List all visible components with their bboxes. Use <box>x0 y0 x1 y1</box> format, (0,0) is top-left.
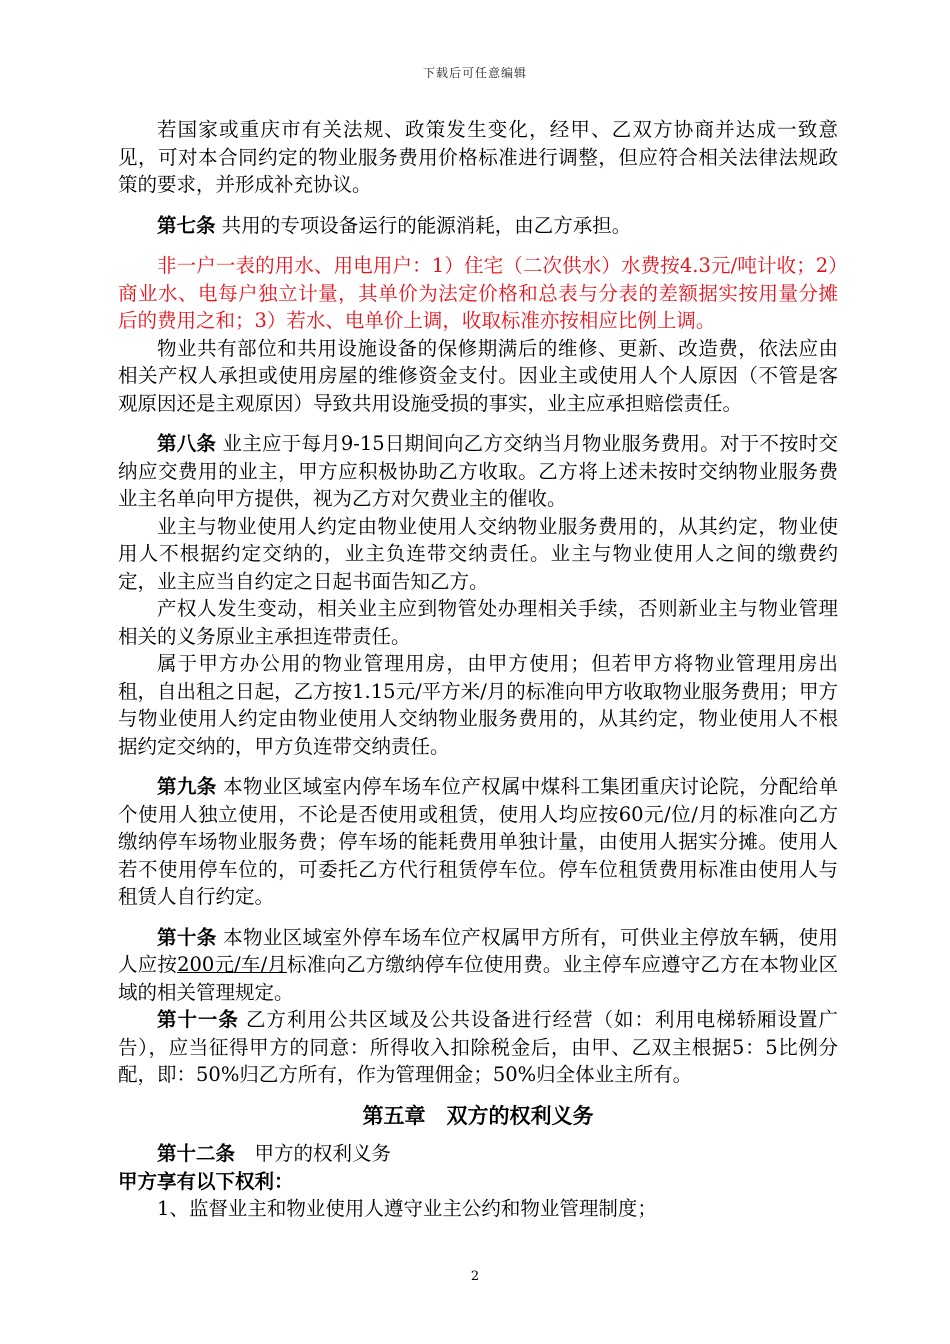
article-10-text-pre: 本物业区域室外停车场车位产权属甲方所有，可供业主停放车辆，使用人应按 <box>118 925 838 976</box>
document-body <box>118 116 838 1223</box>
paragraph-repair-costs: 物业共有部位和共用设施设备的保修期满后的维修、更新、改造费，依法应由相关产权人承担或使用房屋的维修资金支付。因业主或使用人个人原因（不管是客观原因还是主观原因）导致共用设施受损的事实，业主应承担赔偿责任。 <box>118 336 838 415</box>
article-8-paragraph-2: 业主与物业使用人约定由物业使用人交纳物业服务费用的，从其约定，物业使用人不根据约定交纳的，业主负连带交纳责任。业主与物业使用人之间的缴费约定，业主应当自约定之日起书面告知乙方。 <box>118 514 838 593</box>
article-8-title: 第八条 <box>157 432 217 455</box>
parking-fee-underlined: 200元/车/月 <box>177 953 288 976</box>
rights-heading: 甲方享有以下权利： <box>118 1169 294 1193</box>
article-11-title: 第十一条 <box>157 1008 239 1031</box>
article-11 <box>118 1006 838 1089</box>
page-header-note: 下载后可任意编辑 <box>422 66 527 80</box>
article-11-text: 乙方利用公共区域及公共设备进行经营（如：利用电梯轿厢设置广告），应当征得甲方的同意：所得收入扣除税金后，由甲、乙双主根据5：5比例分配，即：50%归乙方所有，作为管理佣金；50%归全体业主所有。 <box>118 1008 838 1086</box>
article-9 <box>118 773 838 911</box>
paragraph-price-adjustment: 若国家或重庆市有关法规、政策发生变化，经甲、乙双方协商并达成一致意见，可对本合同约定的物业服务费用价格标准进行调整，但应符合相关法律法规政策的要求，并形成补充协议。 <box>118 118 838 196</box>
article-12-text: 甲方的权利义务 <box>235 1142 392 1165</box>
rights-item-1: 1、监督业主和物业使用人遵守业主公约和物业管理制度； <box>157 1197 657 1220</box>
article-10-title: 第十条 <box>157 925 217 949</box>
article-8 <box>118 430 838 513</box>
article-12-title: 第十二条 <box>157 1142 236 1165</box>
article-9-text: 本物业区域室内停车场车位产权属中煤科工集团重庆讨论院，分配给单个使用人独立使用，不论是否使用或租赁，使用人均应按60元/位/月的标准向乙方缴纳停车场物业服务费；停车场的能耗费用单独计量，由使用人据实分摊。使用人若不使用停车位的，可委托乙方代行租赁停车位。停车位租赁费用标准由使用人与租赁人自行约定。 <box>118 775 838 908</box>
article-10-text-post: 标准向乙方缴纳停车位使用费。业主停车应遵守乙方在本物业区域的相关管理规定。 <box>118 953 838 1004</box>
article-9-title: 第九条 <box>157 775 217 798</box>
article-7-text: 共用的专项设备运行的能源消耗，由乙方承担。 <box>215 213 632 237</box>
paragraph-utility-fees: 非一户一表的用水、用电用户：1）住宅（二次供水）水费按4.3元/吨计收；2）商业水、电每户独立计量，其单价为法定价格和总表与分表的差额据实按用量分摊后的费用之和；3）若水、电单价上调，收取标准亦按相应比例上调。 <box>118 254 838 332</box>
article-7 <box>118 212 838 240</box>
article-8-paragraph-3: 产权人发生变动，相关业主应到物管处办理相关手续，否则新业主与物业管理相关的义务原业主承担连带责任。 <box>118 597 838 648</box>
article-8-paragraph-4: 属于甲方办公用的物业管理用房，由甲方使用；但若甲方将物业管理用房出租，自出租之日起，乙方按1.15元/平方米/月的标准向甲方收取物业服务费用；甲方与物业使用人约定由物业使用人交纳物业服务费用的，从其约定，物业使用人不根据约定交纳的，甲方负连带交纳责任。 <box>118 652 838 758</box>
article-8-text: 业主应于每月9-15日期间向乙方交纳当月物业服务费用。对于不按时交纳应交费用的业主，甲方应积极协助乙方收取。乙方将上述未按时交纳物业服务费业主名单向甲方提供，视为乙方对欠费业主的催收。 <box>118 432 838 510</box>
article-10 <box>118 924 838 1007</box>
article-12 <box>118 1140 838 1168</box>
chapter-heading: 第五章 双方的权利义务 <box>362 1103 594 1128</box>
article-7-title: 第七条 <box>157 213 216 237</box>
page-number: 2 <box>470 1269 480 1284</box>
